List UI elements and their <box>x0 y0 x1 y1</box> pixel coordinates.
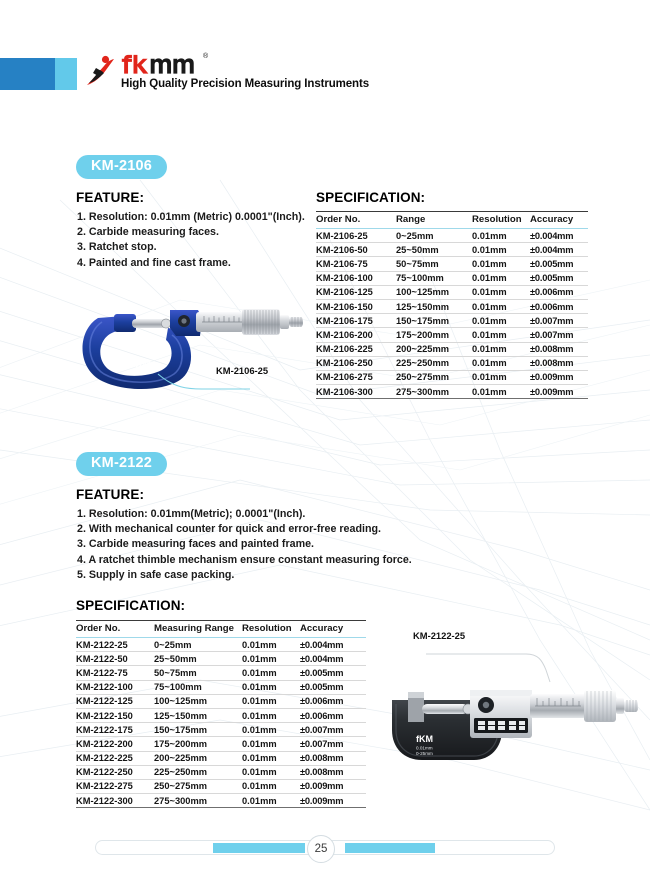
cell-order-no: KM-2106-150 <box>316 299 396 313</box>
table-row <box>76 638 366 652</box>
cell-order-no: KM-2122-25 <box>76 638 154 652</box>
cell-resolution: 0.01mm <box>472 328 530 342</box>
cell-order-no: KM-2106-250 <box>316 356 396 370</box>
table-header-row <box>76 621 366 638</box>
cell-measuring-range: 100~125mm <box>154 694 242 708</box>
cell-range: 25~50mm <box>396 243 472 257</box>
frame-text-resolution: 0.01mm <box>416 745 433 751</box>
cell-range: 75~100mm <box>396 271 472 285</box>
frame-text-range: 0-25mm <box>416 751 433 756</box>
feature-item: 5. Supply in safe case packing. <box>77 568 235 581</box>
product-caption-km-2106-25: KM-2106-25 <box>216 365 269 376</box>
column-header-order-no: Order No. <box>76 621 154 638</box>
cell-order-no: KM-2122-75 <box>76 666 154 680</box>
cell-resolution: 0.01mm <box>242 680 300 694</box>
cell-range: 200~225mm <box>396 342 472 356</box>
column-header-resolution: Resolution <box>242 621 300 638</box>
cell-resolution: 0.01mm <box>242 666 300 680</box>
cell-accuracy: ±0.005mm <box>300 666 366 680</box>
cell-accuracy: ±0.007mm <box>300 737 366 751</box>
cell-resolution: 0.01mm <box>472 385 530 399</box>
cell-measuring-range: 150~175mm <box>154 723 242 737</box>
svg-text:fKM: fKM <box>132 359 151 370</box>
cell-order-no: KM-2106-100 <box>316 271 396 285</box>
cell-measuring-range: 175~200mm <box>154 737 242 751</box>
cell-resolution: 0.01mm <box>242 694 300 708</box>
spec-heading-km-2106: SPECIFICATION: <box>316 190 426 205</box>
cell-resolution: 0.01mm <box>472 314 530 328</box>
cell-accuracy: ±0.007mm <box>530 314 588 328</box>
cell-resolution: 0.01mm <box>472 342 530 356</box>
cell-resolution: 0.01mm <box>242 765 300 779</box>
cell-accuracy: ±0.007mm <box>530 328 588 342</box>
column-header-resolution: Resolution <box>472 212 530 229</box>
cell-accuracy: ±0.004mm <box>530 229 588 243</box>
table-row <box>76 751 366 765</box>
cell-measuring-range: 275~300mm <box>154 794 242 808</box>
spec-heading-km-2122: SPECIFICATION: <box>76 598 186 613</box>
feature-item: 3. Ratchet stop. <box>77 241 157 254</box>
table-row <box>76 723 366 737</box>
svg-text:fKM: fKM <box>416 734 433 744</box>
cell-order-no: KM-2106-200 <box>316 328 396 342</box>
cell-order-no: KM-2122-125 <box>76 694 154 708</box>
cell-accuracy: ±0.009mm <box>530 370 588 384</box>
cell-accuracy: ±0.005mm <box>300 680 366 694</box>
cell-order-no: KM-2106-175 <box>316 314 396 328</box>
column-header-accuracy: Accuracy <box>300 621 366 638</box>
feature-item: 1. Resolution: 0.01mm (Metric) 0.0001"(Inch). <box>77 211 305 223</box>
table-row <box>76 737 366 751</box>
cell-measuring-range: 200~225mm <box>154 751 242 765</box>
table-row <box>76 779 366 793</box>
cell-resolution: 0.01mm <box>472 257 530 271</box>
cell-measuring-range: 0~25mm <box>154 638 242 652</box>
cell-resolution: 0.01mm <box>472 356 530 370</box>
table-row <box>76 694 366 708</box>
cell-resolution: 0.01mm <box>242 751 300 765</box>
cell-order-no: KM-2122-275 <box>76 779 154 793</box>
product-badge-km-2122: KM-2122 <box>76 452 167 476</box>
cell-accuracy: ±0.006mm <box>300 694 366 708</box>
cell-accuracy: ±0.008mm <box>300 751 366 765</box>
cell-range: 175~200mm <box>396 328 472 342</box>
cell-range: 50~75mm <box>396 257 472 271</box>
product-caption-km-2122-25: KM-2122-25 <box>413 630 466 641</box>
cell-resolution: 0.01mm <box>242 652 300 666</box>
cell-measuring-range: 225~250mm <box>154 765 242 779</box>
feature-item: 4. A ratchet thimble mechanism ensure constant measuring force. <box>77 553 412 566</box>
product-badge-km-2106: KM-2106 <box>76 155 167 179</box>
cell-order-no: KM-2122-50 <box>76 652 154 666</box>
cell-order-no: KM-2106-125 <box>316 285 396 299</box>
cell-resolution: 0.01mm <box>472 285 530 299</box>
cell-resolution: 0.01mm <box>472 370 530 384</box>
cell-accuracy: ±0.008mm <box>530 356 588 370</box>
feature-item: 1. Resolution: 0.01mm(Metric); 0.0001"(Inch). <box>77 508 306 520</box>
cell-order-no: KM-2122-200 <box>76 737 154 751</box>
cell-order-no: KM-2122-150 <box>76 708 154 722</box>
cell-order-no: KM-2106-75 <box>316 257 396 271</box>
cell-range: 100~125mm <box>396 285 472 299</box>
table-row <box>76 765 366 779</box>
cell-measuring-range: 75~100mm <box>154 680 242 694</box>
cell-accuracy: ±0.004mm <box>300 652 366 666</box>
cell-accuracy: ±0.009mm <box>300 779 366 793</box>
cell-resolution: 0.01mm <box>472 271 530 285</box>
cell-resolution: 0.01mm <box>242 638 300 652</box>
column-header-accuracy: Accuracy <box>530 212 588 229</box>
cell-measuring-range: 25~50mm <box>154 652 242 666</box>
spec-table-body-km-2122 <box>76 638 366 808</box>
cell-accuracy: ±0.006mm <box>530 285 588 299</box>
cell-order-no: KM-2122-175 <box>76 723 154 737</box>
footer-bar-fill-left <box>213 843 305 853</box>
cell-resolution: 0.01mm <box>242 708 300 722</box>
page-footer <box>0 835 650 865</box>
brand-tagline: High Quality Precision Measuring Instruments <box>121 78 370 90</box>
spec-table-km-2122 <box>76 620 366 808</box>
cell-resolution: 0.01mm <box>242 794 300 808</box>
feature-item: 2. Carbide measuring faces. <box>77 226 219 239</box>
product-image-km-2122-25 <box>378 648 640 780</box>
cell-order-no: KM-2106-275 <box>316 370 396 384</box>
cell-accuracy: ±0.004mm <box>530 243 588 257</box>
table-row <box>76 794 366 808</box>
feature-list-km-2122 <box>77 507 412 583</box>
cell-order-no: KM-2122-250 <box>76 765 154 779</box>
cell-accuracy: ±0.006mm <box>530 299 588 313</box>
cell-order-no: KM-2106-25 <box>316 229 396 243</box>
cell-resolution: 0.01mm <box>242 737 300 751</box>
table-row <box>76 680 366 694</box>
feature-heading-km-2106: FEATURE: <box>76 190 145 205</box>
feature-item: 3. Carbide measuring faces and painted frame. <box>77 538 314 551</box>
cell-accuracy: ±0.008mm <box>300 765 366 779</box>
cell-resolution: 0.01mm <box>242 723 300 737</box>
cell-order-no: KM-2106-300 <box>316 385 396 399</box>
table-row <box>76 708 366 722</box>
cell-resolution: 0.01mm <box>472 299 530 313</box>
cell-accuracy: ±0.009mm <box>300 794 366 808</box>
cell-order-no: KM-2106-225 <box>316 342 396 356</box>
cell-accuracy: ±0.009mm <box>530 385 588 399</box>
column-header-order-no: Order No. <box>316 212 396 229</box>
cell-range: 250~275mm <box>396 370 472 384</box>
table-row <box>76 652 366 666</box>
cell-resolution: 0.01mm <box>242 779 300 793</box>
cell-order-no: KM-2122-225 <box>76 751 154 765</box>
cell-accuracy: ±0.007mm <box>300 723 366 737</box>
page-number: 25 <box>307 835 335 863</box>
cell-range: 275~300mm <box>396 385 472 399</box>
cell-order-no: KM-2122-300 <box>76 794 154 808</box>
feature-heading-km-2122: FEATURE: <box>76 487 145 502</box>
cell-measuring-range: 250~275mm <box>154 779 242 793</box>
column-header-range: Range <box>396 212 472 229</box>
footer-bar-fill-right <box>345 843 435 853</box>
cell-accuracy: ±0.006mm <box>300 708 366 722</box>
cell-range: 150~175mm <box>396 314 472 328</box>
cell-order-no: KM-2106-50 <box>316 243 396 257</box>
feature-item: 4. Painted and fine cast frame. <box>77 256 231 269</box>
table-row <box>76 666 366 680</box>
cell-accuracy: ±0.004mm <box>300 638 366 652</box>
cell-range: 225~250mm <box>396 356 472 370</box>
cell-accuracy: ±0.005mm <box>530 257 588 271</box>
cell-range: 125~150mm <box>396 299 472 313</box>
cell-resolution: 0.01mm <box>472 243 530 257</box>
cell-order-no: KM-2122-100 <box>76 680 154 694</box>
feature-item: 2. With mechanical counter for quick and error-free reading. <box>77 523 381 536</box>
cell-measuring-range: 125~150mm <box>154 708 242 722</box>
cell-measuring-range: 50~75mm <box>154 666 242 680</box>
cell-range: 0~25mm <box>396 229 472 243</box>
registered-trademark-mark: ® <box>203 53 209 60</box>
cell-accuracy: ±0.008mm <box>530 342 588 356</box>
cell-resolution: 0.01mm <box>472 229 530 243</box>
cell-accuracy: ±0.005mm <box>530 271 588 285</box>
column-header-measuring-range: Measuring Range <box>154 621 242 638</box>
